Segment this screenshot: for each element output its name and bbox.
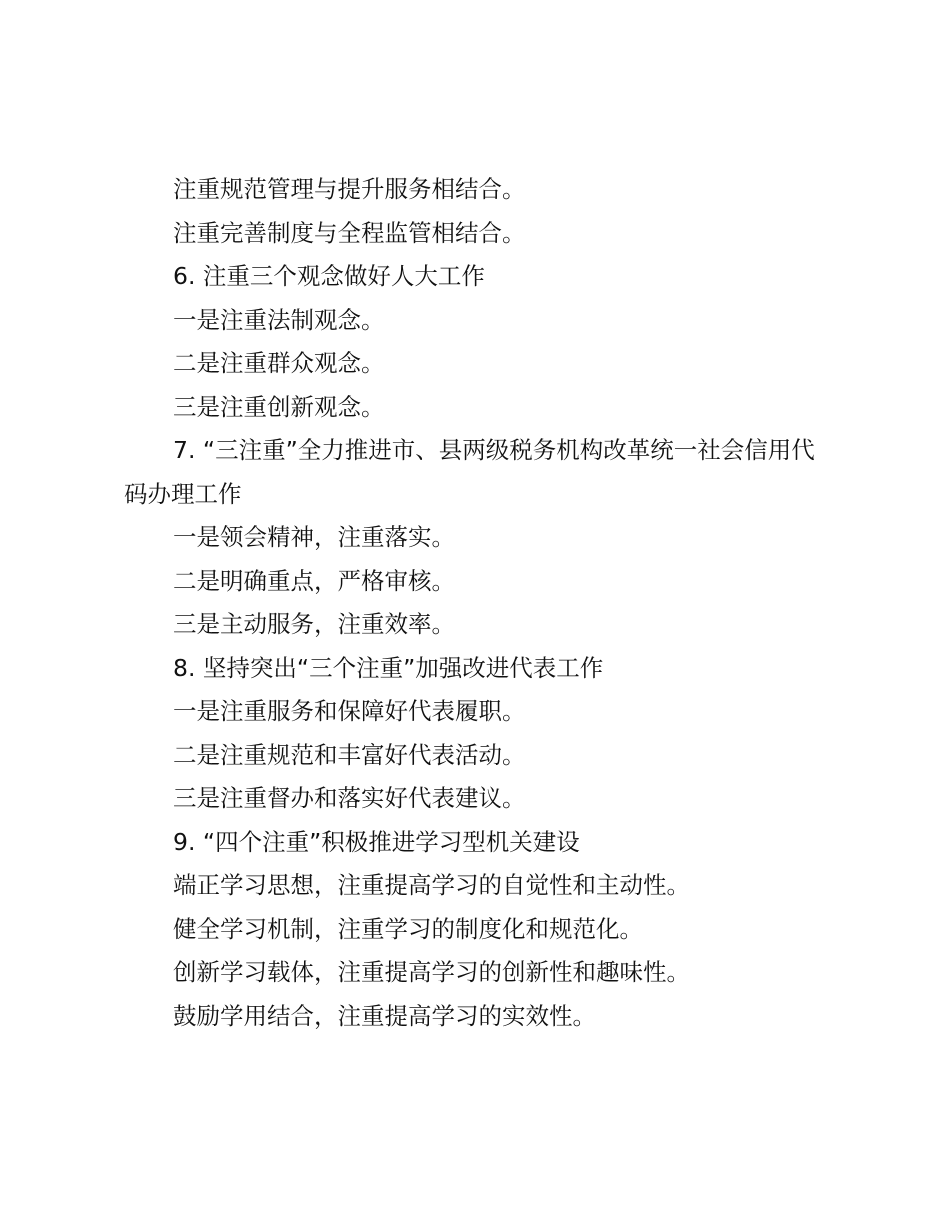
paragraph: 三是注重创新观念。 [173, 392, 385, 421]
paragraph: 健全学习机制，注重学习的制度化和规范化。 [173, 914, 643, 943]
document-body [124, 168, 834, 1038]
paragraph: 注重完善制度与全程监管相结合。 [173, 218, 526, 247]
paragraph: 三是主动服务，注重效率。 [173, 610, 455, 638]
section-heading: 9. “四个注重”积极推进学习型机关建设 [173, 827, 580, 856]
paragraph: 鼓励学用结合，注重提高学习的实效性。 [173, 1001, 596, 1030]
section-heading: 6. 注重三个观念做好人大工作 [173, 262, 485, 290]
paragraph: 一是注重法制观念。 [173, 305, 385, 334]
paragraph: 端正学习思想，注重提高学习的自觉性和主动性。 [173, 871, 690, 899]
paragraph: 创新学习载体，注重提高学习的创新性和趣味性。 [173, 958, 690, 986]
paragraph: 二是注重规范和丰富好代表活动。 [173, 740, 526, 769]
paragraph: 注重规范管理与提升服务相结合。 [173, 175, 526, 203]
paragraph: 三是注重督办和落实好代表建议。 [173, 784, 526, 812]
paragraph: 一是领会精神，注重落实。 [173, 523, 455, 551]
section-heading: 7. “三注重”全力推进市、县两级税务机构改革统一社会信用代码办理工作 [124, 436, 815, 508]
paragraph: 一是注重服务和保障好代表履职。 [173, 697, 526, 725]
paragraph: 二是注重群众观念。 [173, 349, 385, 377]
paragraph: 二是明确重点，严格审核。 [173, 566, 455, 595]
section-heading: 8. 坚持突出“三个注重”加强改进代表工作 [173, 653, 604, 682]
